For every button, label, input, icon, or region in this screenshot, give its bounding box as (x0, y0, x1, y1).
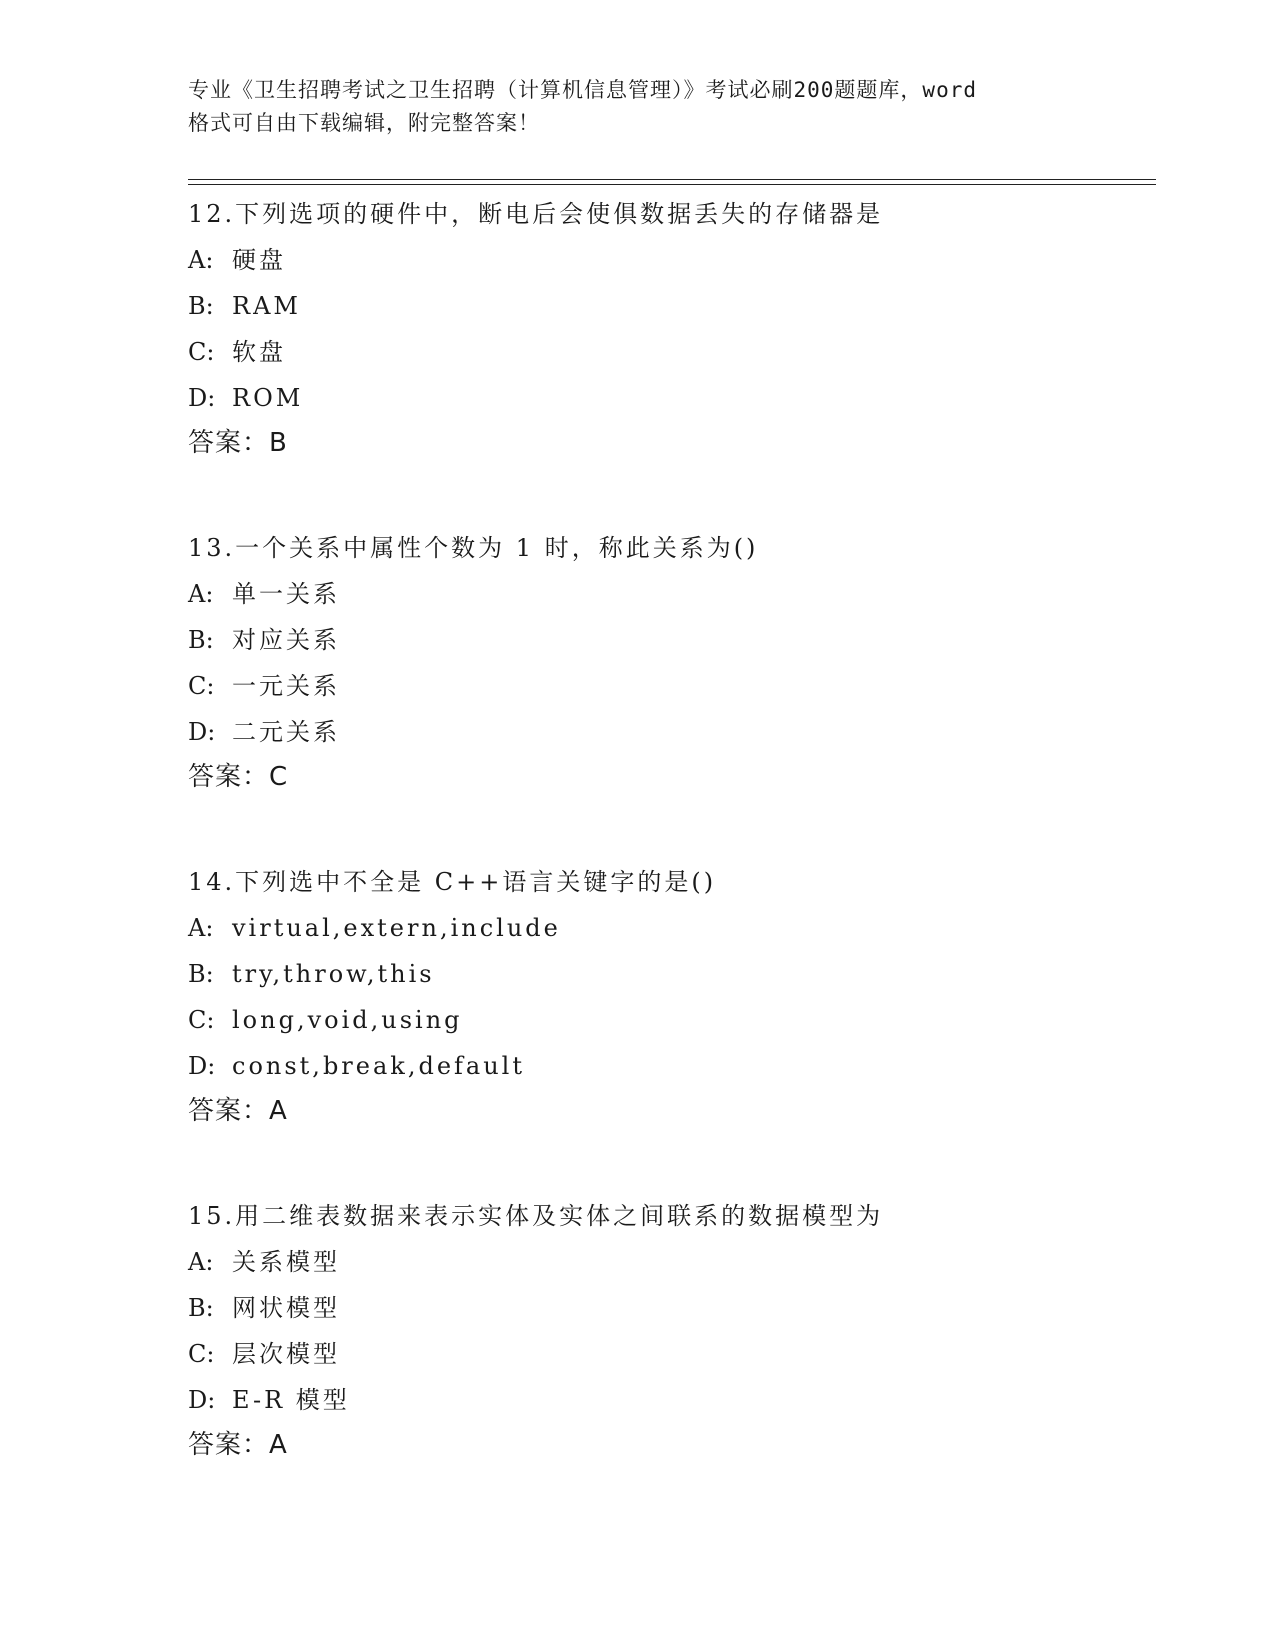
question-14 (188, 859, 1148, 1133)
option-text: try,throw,this (232, 960, 435, 988)
question-stem: 12.下列选项的硬件中，断电后会使俱数据丢失的存储器是 (188, 200, 884, 228)
option-b (188, 617, 1148, 663)
question-list (188, 191, 1148, 1527)
question-13 (188, 525, 1148, 799)
option-c (188, 997, 1148, 1043)
option-letter: B: (188, 960, 214, 988)
option-a (188, 237, 1148, 283)
option-letter: C: (188, 1006, 215, 1034)
option-a (188, 905, 1148, 951)
option-a (188, 571, 1148, 617)
option-b (188, 283, 1148, 329)
option-text: 层次模型 (232, 1340, 340, 1368)
answer-line: 答案：C (188, 762, 289, 792)
option-letter: C: (188, 338, 215, 366)
option-c (188, 1331, 1148, 1377)
option-letter: A: (188, 1248, 214, 1276)
option-b (188, 1285, 1148, 1331)
option-letter: A: (188, 246, 214, 274)
option-text: 对应关系 (232, 626, 340, 654)
option-text: ROM (232, 384, 304, 412)
option-text: 软盘 (232, 338, 286, 366)
question-stem: 15.用二维表数据来表示实体及实体之间联系的数据模型为 (188, 1202, 884, 1230)
question-stem: 13.一个关系中属性个数为 1 时，称此关系为() (188, 534, 759, 562)
answer-line: 答案：A (188, 1430, 288, 1460)
option-letter: D: (188, 1052, 216, 1080)
option-d (188, 709, 1148, 755)
option-letter: D: (188, 384, 216, 412)
question-stem: 14.下列选中不全是 C++语言关键字的是() (188, 868, 717, 896)
option-letter: D: (188, 718, 216, 746)
option-letter: C: (188, 1340, 215, 1368)
option-text: 二元关系 (232, 718, 340, 746)
question-12 (188, 191, 1148, 465)
header-line-2: 格式可自由下载编辑，附完整答案！ (188, 111, 540, 135)
option-text: virtual,extern,include (232, 914, 561, 942)
option-letter: B: (188, 626, 214, 654)
option-text: 单一关系 (232, 580, 340, 608)
option-d (188, 375, 1148, 421)
option-letter: A: (188, 580, 214, 608)
option-letter: C: (188, 672, 215, 700)
document-header (188, 74, 1088, 140)
option-b (188, 951, 1148, 997)
question-15 (188, 1193, 1148, 1467)
option-text: long,void,using (232, 1006, 463, 1034)
option-text: 网状模型 (232, 1294, 340, 1322)
option-text: 硬盘 (232, 246, 286, 274)
option-letter: A: (188, 914, 214, 942)
header-divider-top (188, 179, 1156, 180)
option-letter: D: (188, 1386, 216, 1414)
option-letter: B: (188, 292, 214, 320)
option-d (188, 1043, 1148, 1089)
option-d (188, 1377, 1148, 1423)
header-line-1: 专业《卫生招聘考试之卫生招聘（计算机信息管理）》考试必刷200题题库，word (188, 78, 977, 102)
option-text: RAM (232, 292, 301, 320)
option-text: const,break,default (232, 1052, 525, 1080)
option-text: E-R 模型 (232, 1386, 350, 1414)
option-a (188, 1239, 1148, 1285)
option-letter: B: (188, 1294, 214, 1322)
option-text: 一元关系 (232, 672, 340, 700)
option-c (188, 663, 1148, 709)
answer-line: 答案：A (188, 1096, 288, 1126)
option-text: 关系模型 (232, 1248, 340, 1276)
answer-line: 答案：B (188, 428, 288, 458)
header-divider-bottom (188, 184, 1156, 185)
option-c (188, 329, 1148, 375)
